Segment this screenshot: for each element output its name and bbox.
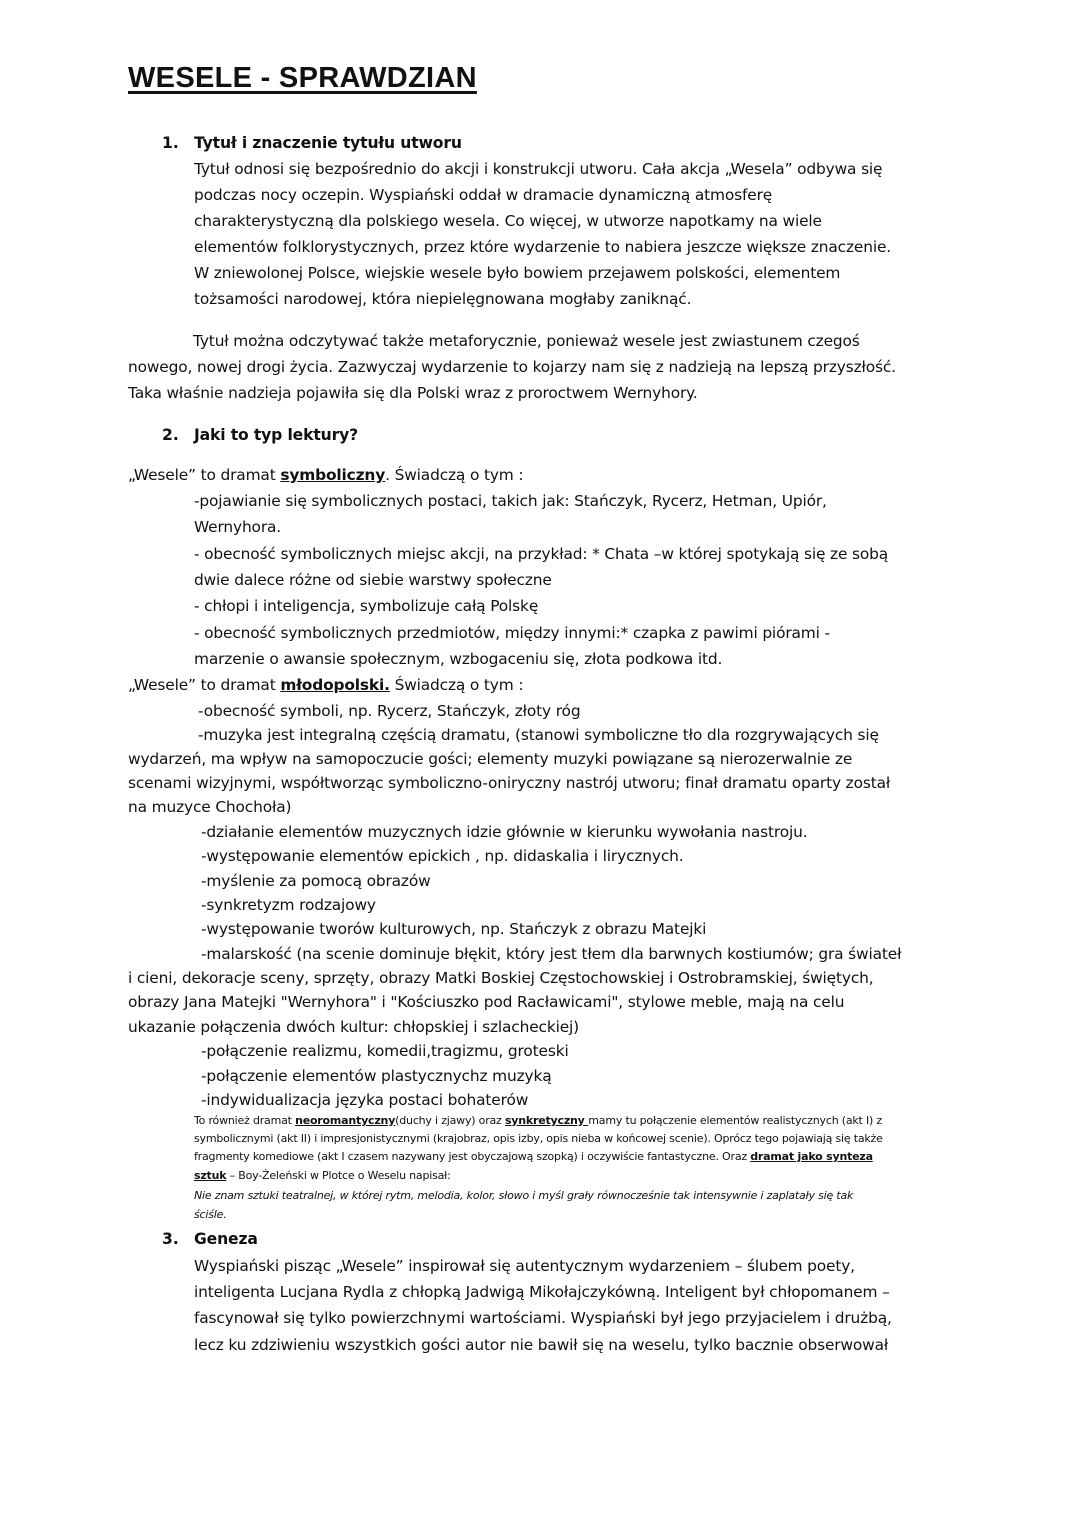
note-line: [194, 1114, 882, 1128]
section-3-line: inteligenta Lucjana Rydla z chłopką Jadwigą Mikołajczykówną. Inteligent był chłopomanem –: [194, 1283, 890, 1301]
note-text: – Boy-Żeleński w Plotce o Weselu napisał:: [226, 1169, 451, 1182]
note-keyword-arts: sztuk: [194, 1169, 227, 1182]
note-text: To również dramat: [194, 1114, 296, 1127]
note-text: (duchy i zjawy) oraz: [395, 1114, 505, 1127]
note-keyword-syncretic: synkretyczny: [504, 1114, 589, 1127]
section-1-paragraph-line: Taka właśnie nadzieja pojawiła się dla Polski wraz z proroctwem Wernyhory.: [128, 384, 698, 402]
mlodopolski-item: -malarskość (na scenie dominuje błękit, który jest tłem dla barwnych kostiumów; gra świateł: [201, 945, 902, 963]
mlodopolski-item: -myślenie za pomocą obrazów: [201, 872, 431, 890]
mlodopolski-item: scenami wizyjnymi, współtworząc symboliczno-oniryczny nastrój utworu; finał dramatu oparty został: [128, 774, 891, 792]
symbolic-item: - obecność symbolicznych miejsc akcji, na przykład: * Chata –w której spotykają się ze sobą: [194, 545, 889, 563]
symbolic-intro-tail: . Świadczą o tym :: [385, 466, 524, 484]
symbolic-item: marzenie o awansie społecznym, wzbogaceniu się, złota podkowa itd.: [194, 650, 723, 668]
section-1-line: W zniewolonej Polsce, wiejskie wesele było bowiem przejawem polskości, elementem: [194, 264, 841, 282]
mlodopolski-item: -występowanie elementów epickich , np. didaskalia i lirycznych.: [201, 847, 684, 865]
note-quote: Nie znam sztuki teatralnej, w której rytm, melodia, kolor, słowo i myśl grały równocześnie tak intensywnie i zaplatały się tak: [194, 1189, 854, 1202]
note-keyword-neoromantic: neoromantyczny: [295, 1114, 396, 1127]
section-1-line: Tytuł odnosi się bezpośrednio do akcji i konstrukcji utworu. Cała akcja „Wesela” odbywa się: [194, 160, 883, 178]
mlodopolski-item: na muzyce Chochoła): [128, 798, 292, 816]
section-1-number: 1.: [162, 134, 179, 152]
note-line: [194, 1169, 451, 1183]
symbolic-item: - chłopi i inteligencja, symbolizuje całą Polskę: [194, 597, 539, 615]
document-title: WESELE - SPRAWDZIAN: [128, 62, 477, 94]
mlodopolski-item: -połączenie realizmu, komedii,tragizmu, groteski: [201, 1042, 569, 1060]
mlodopolski-keyword: młodopolski.: [280, 676, 390, 694]
symbolic-intro-text: „Wesele” to dramat: [128, 466, 281, 484]
section-3-line: lecz ku zdziwieniu wszystkich gości autor nie bawił się na weselu, tylko bacznie obserwował: [194, 1336, 889, 1354]
mlodopolski-item: ukazanie połączenia dwóch kultur: chłopskiej i szlacheckiej): [128, 1018, 580, 1036]
mlodopolski-item: obrazy Jana Matejki "Wernyhora" i "Kościuszko pod Racławicami", stylowe meble, mają na celu: [128, 993, 845, 1011]
mlodopolski-item: -muzyka jest integralną częścią dramatu, (stanowi symboliczne tło dla rozgrywających się: [198, 726, 879, 744]
section-1-heading: Tytuł i znaczenie tytułu utworu: [194, 134, 462, 152]
section-1-line: podczas nocy oczepin. Wyspiański oddał w dramacie dynamiczną atmosferę: [194, 186, 773, 204]
note-keyword-synthesis: dramat jako synteza: [750, 1150, 873, 1163]
section-3-number: 3.: [162, 1230, 179, 1248]
section-3-heading: Geneza: [194, 1230, 258, 1248]
mlodopolski-item: -połączenie elementów plastycznychz muzyką: [201, 1067, 552, 1085]
section-3-line: Wyspiański pisząc „Wesele” inspirował się autentycznym wydarzeniem – ślubem poety,: [194, 1257, 855, 1275]
section-2-number: 2.: [162, 426, 179, 444]
section-1-line: elementów folklorystycznych, przez które wydarzenie to nabiera jeszcze większe znaczenie.: [194, 238, 892, 256]
symbolic-intro: [128, 465, 523, 485]
symbolic-item: Wernyhora.: [194, 518, 282, 536]
section-2-heading: Jaki to typ lektury?: [194, 426, 359, 444]
section-1-paragraph-line: Tytuł można odczytywać także metaforycznie, ponieważ wesele jest zwiastunem czegoś: [193, 332, 860, 350]
section-1-paragraph-line: nowego, nowej drogi życia. Zazwyczaj wydarzenie to kojarzy nam się z nadzieją na lepszą przyszłość.: [128, 358, 896, 376]
mlodopolski-intro-tail: Świadczą o tym :: [389, 676, 524, 694]
section-3-line: fascynował się tylko powierzchnymi wartościami. Wyspiański był jego przyjacielem i drużbą,: [194, 1309, 892, 1327]
section-1-line: tożsamości narodowej, która niepielęgnowana mogłaby zaniknąć.: [194, 290, 692, 308]
mlodopolski-intro: [128, 675, 523, 695]
mlodopolski-item: wydarzeń, ma wpływ na samopoczucie gości; elementy muzyki powiązane są nierozerwalnie ze: [128, 750, 853, 768]
note-line: [194, 1150, 873, 1164]
symbolic-item: -pojawianie się symbolicznych postaci, takich jak: Stańczyk, Rycerz, Hetman, Upiór,: [194, 492, 827, 510]
section-1-line: charakterystyczną dla polskiego wesela. Co więcej, w utworze napotkamy na wiele: [194, 212, 822, 230]
symbolic-keyword: symboliczny: [280, 466, 386, 484]
note-quote: ściśle.: [194, 1208, 227, 1221]
mlodopolski-intro-text: „Wesele” to dramat: [128, 676, 281, 694]
note-text: fragmenty komediowe (akt I czasem nazywany jest obyczajową szopką) i oczywiście fantastyczne. Oraz: [194, 1150, 751, 1163]
note-text: mamy tu połączenie elementów realistycznych (akt I) z: [588, 1114, 882, 1127]
symbolic-item: dwie dalece różne od siebie warstwy społeczne: [194, 571, 552, 589]
symbolic-item: - obecność symbolicznych przedmiotów, między innymi:* czapka z pawimi piórami -: [194, 624, 830, 642]
mlodopolski-item: -działanie elementów muzycznych idzie głównie w kierunku wywołania nastroju.: [201, 823, 808, 841]
mlodopolski-item: -indywidualizacja języka postaci bohaterów: [201, 1091, 529, 1109]
mlodopolski-item: -występowanie tworów kulturowych, np. Stańczyk z obrazu Matejki: [201, 920, 707, 938]
mlodopolski-item: i cieni, dekoracje sceny, sprzęty, obrazy Matki Boskiej Częstochowskiej i Ostrobramskiej, świętych,: [128, 969, 874, 987]
note-line: symbolicznymi (akt II) i impresjonistycznymi (krajobraz, opis izby, opis nieba w końcowej scenie). Oprócz tego pojawiają się także: [194, 1132, 883, 1145]
mlodopolski-item: -synkretyzm rodzajowy: [201, 896, 376, 914]
mlodopolski-item: -obecność symboli, np. Rycerz, Stańczyk, złoty róg: [198, 702, 581, 720]
